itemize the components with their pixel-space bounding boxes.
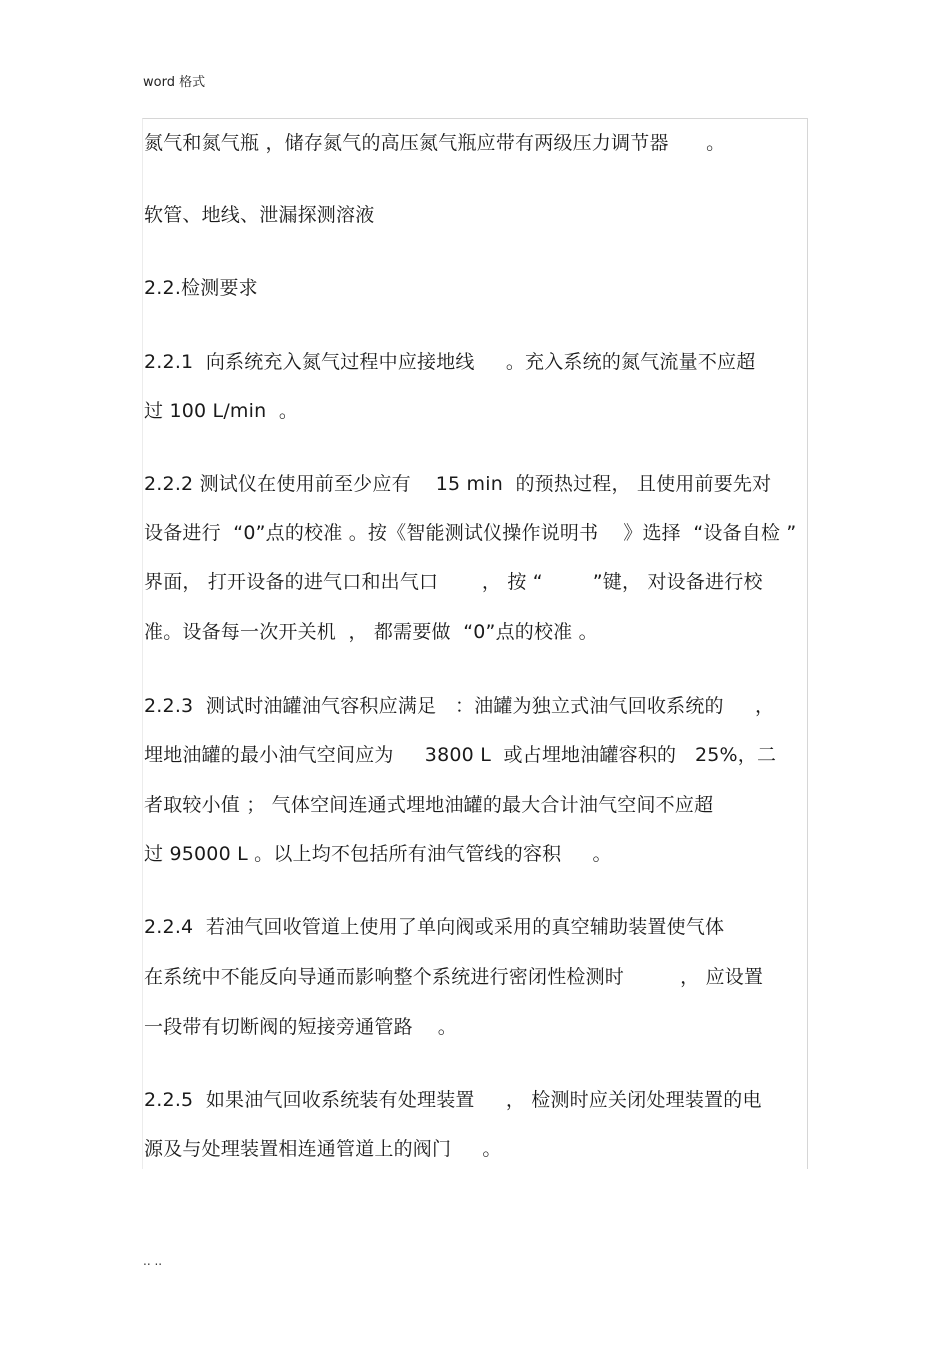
- paragraph-2-2-4-line-2: 在系统中不能反向导通而影响整个系统进行密闭性检测时 ， 应设置: [144, 966, 764, 988]
- paragraph-2-2-5-line-2: 源及与处理装置相连通管道上的阀门 。: [144, 1138, 502, 1160]
- paragraph-2-2-2-line-4: 准。设备每一次开关机 ， 都需要做 “0”点的校准 。: [144, 621, 598, 643]
- paragraph-2-2-3-line-1: 2.2.3 测试时油罐油气容积应满足 ：油罐为独立式油气回收系统的 ，: [144, 695, 775, 717]
- paragraph-2-2-5-line-1: 2.2.5 如果油气回收系统装有处理装置 ， 检测时应关闭处理装置的电: [144, 1089, 762, 1111]
- paragraph-2-2-4-line-1: 2.2.4 若油气回收管道上使用了单向阀或采用的真空辅助装置使气体: [144, 916, 725, 938]
- paragraph-2-2-2-line-3: 界面， 打开设备的进气口和出气口 ， 按 “ ”键， 对设备进行校: [144, 571, 763, 593]
- paragraph-2-2-2-line-2: 设备进行 “0”点的校准 。按《智能测试仪操作说明书 》选择 “设备自检 ”: [144, 522, 797, 544]
- section-heading-2-2: 2.2.检测要求: [144, 277, 258, 299]
- paragraph-2-2-1-line-2: 过 100 L/min 。: [144, 400, 299, 422]
- paragraph-2-2-3-line-2: 埋地油罐的最小油气空间应为 3800 L 或占埋地油罐容积的 25%，二: [144, 744, 777, 766]
- paragraph-2-2-2-line-1: 2.2.2 测试仪在使用前至少应有 15 min 的预热过程， 且使用前要先对: [144, 473, 772, 495]
- page-footer: .. ..: [143, 1254, 163, 1268]
- text-line-1: 氮气和氮气瓶 ，储存氮气的高压氮气瓶应带有两级压力调节器 。: [144, 132, 726, 154]
- paragraph-2-2-4-line-3: 一段带有切断阀的短接旁通管路 。: [144, 1016, 457, 1038]
- paragraph-2-2-3-line-3: 者取较小值 ； 气体空间连通式埋地油罐的最大合计油气空间不应超: [144, 794, 714, 816]
- text-line-2: 软管、地线、泄漏探测溶液: [144, 204, 375, 226]
- paragraph-2-2-3-line-4: 过 95000 L 。以上均不包括所有油气管线的容积 。: [144, 843, 612, 865]
- page-header: word 格式: [143, 75, 206, 90]
- paragraph-2-2-1-line-1: 2.2.1 向系统充入氮气过程中应接地线 。充入系统的氮气流量不应超: [144, 351, 756, 373]
